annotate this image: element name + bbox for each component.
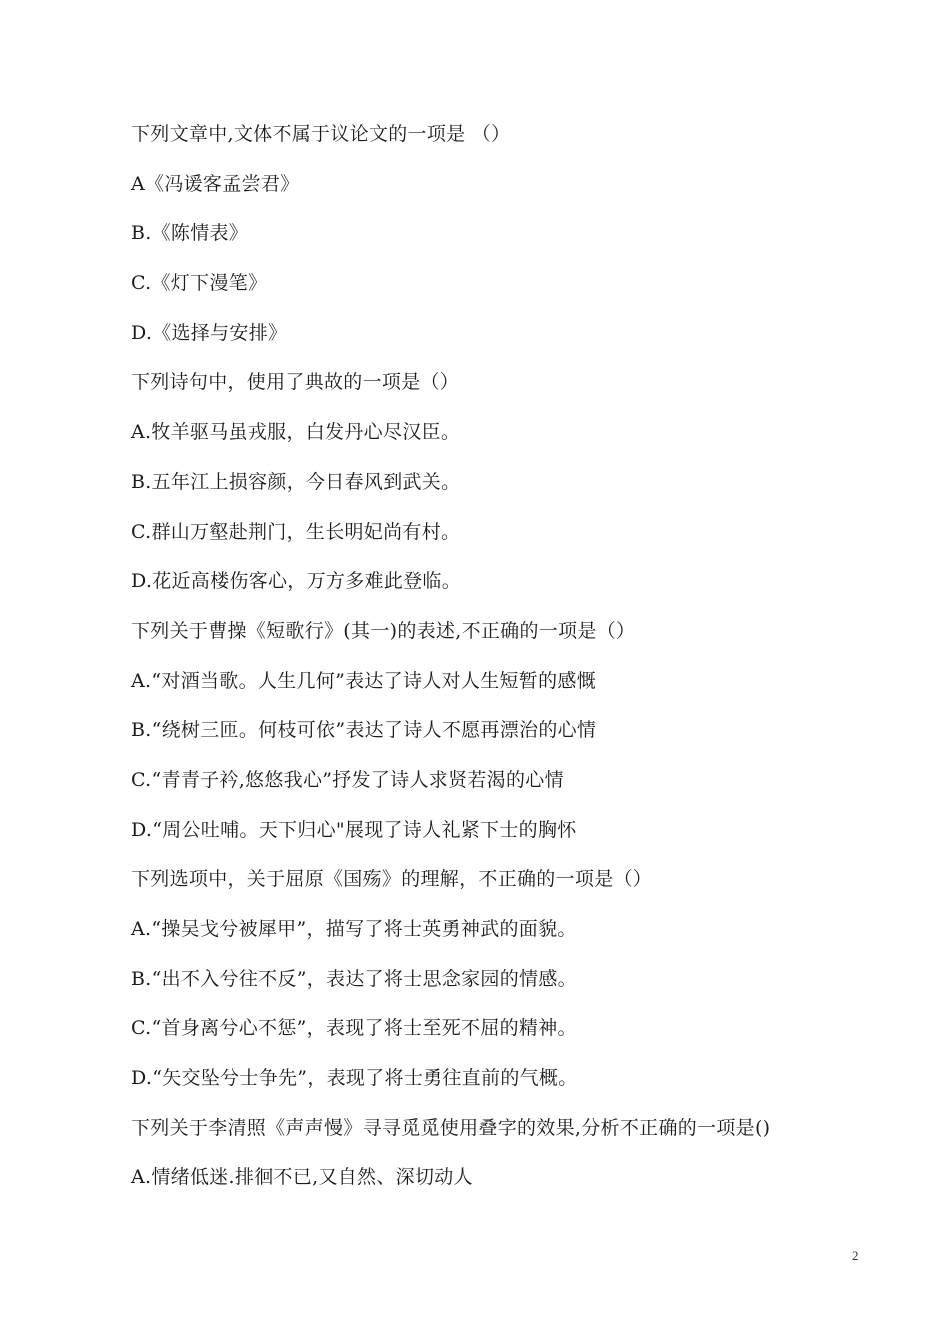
question-1-option-d: D.《选择与安排》: [131, 321, 288, 344]
question-3-option-d: D.“周公吐哺。天下归心"展现了诗人礼紧下士的胸怀: [131, 818, 577, 841]
question-4-option-a: A.“操吴戈兮被犀甲”，描写了将士英勇神武的面貌。: [131, 918, 577, 940]
question-2-option-d: D.花近高楼伤客心，万方多难此登临。: [131, 570, 461, 593]
question-2-stem: 下列诗句中，使用了典故的一项是（）: [131, 371, 460, 394]
question-2-option-a: A.牧羊驱马虽戎服，白发丹心尽汉臣。: [131, 421, 461, 444]
question-4-option-d: D.“矢交坠兮士争先”，表现了将士勇往直前的气概。: [131, 1067, 578, 1090]
question-1-stem: 下列文章中,文体不属于议论文的一项是 （）: [131, 123, 511, 145]
question-1-option-b: B.《陈情表》: [131, 222, 249, 245]
question-3-option-c: C.“青青子衿,悠悠我心”抒发了诗人求贤若渴的心情: [131, 768, 564, 791]
question-3-stem: 下列关于曹操《短歌行》(其一)的表述,不正确的一项是（）: [131, 619, 636, 642]
question-2-option-c: C.群山万壑赴荆门，生长明妃尚有村。: [131, 520, 461, 543]
question-5-option-a: A.情绪低迷.排徊不已,又自然、深切动人: [131, 1166, 473, 1189]
question-4-option-b: B.“出不入兮往不反”，表达了将士思念家园的情感。: [131, 967, 577, 990]
question-4-stem: 下列选项中，关于屈原《国殇》的理解，不正确的一项是（）: [131, 868, 653, 891]
question-3-option-a: A.“对酒当歌。人生几何”表达了诗人对人生短暂的感慨: [131, 669, 596, 692]
question-3-option-b: B.“绕树三匝。何枝可依”表达了诗人不愿再漂治的心情: [131, 719, 597, 742]
page-number: 2: [852, 1248, 859, 1263]
question-2-option-b: B.五年江上损容颜，今日春风到武关。: [131, 470, 461, 493]
question-5-stem: 下列关于李清照《声声慢》寻寻觅觅使用叠字的效果,分析不正确的一项是(): [131, 1116, 771, 1139]
question-1-option-c: C.《灯下漫笔》: [131, 272, 268, 295]
question-1-option-a: A《冯谖客孟尝君》: [131, 172, 300, 195]
question-4-option-c: C.“首身离兮心不惩”，表现了将士至死不屈的精神。: [131, 1017, 577, 1040]
question-list: [131, 118, 891, 1211]
